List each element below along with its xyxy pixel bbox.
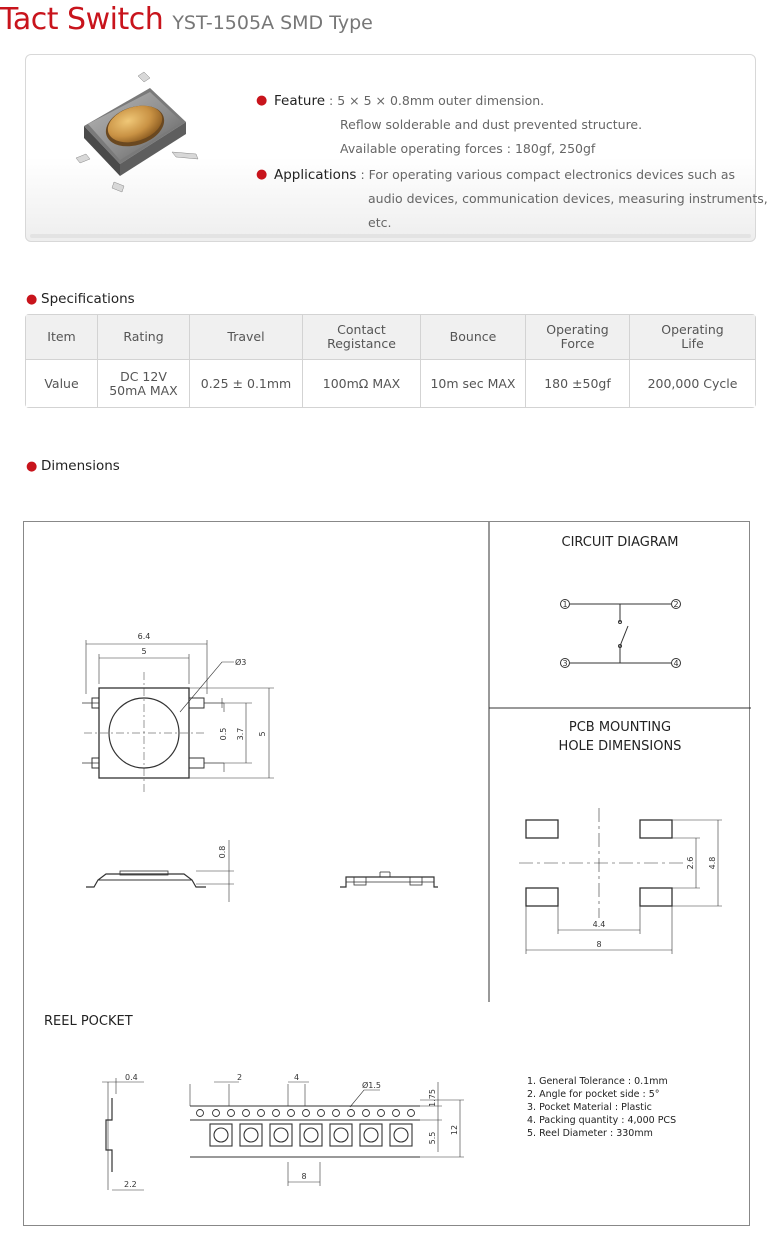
dim-label: 12	[450, 1124, 459, 1136]
specifications-table	[25, 314, 756, 408]
note-line: 2. Angle for pocket side : 5°	[527, 1089, 660, 1100]
pin-label: 3	[562, 659, 568, 668]
tact-switch-product-image	[46, 64, 216, 194]
applications-line-3: etc.	[368, 215, 392, 230]
dim-label: 4.8	[708, 856, 717, 870]
feature-text: 5 × 5 × 0.8mm outer dimension.	[337, 93, 545, 108]
col-rating: Rating	[98, 315, 190, 360]
col-force-line2: Force	[560, 336, 595, 351]
dim-label: 2	[237, 1073, 243, 1082]
pcb-title-line1: PCB MOUNTING	[568, 720, 672, 735]
dimension-drawing	[23, 521, 750, 1226]
feature-line-3: Available operating forces : 180gf, 250gf	[340, 141, 596, 156]
col-contact-line1: Contact	[337, 322, 386, 337]
col-travel: Travel	[190, 315, 303, 360]
dim-label: 0.8	[218, 845, 227, 859]
note-line: 3. Pocket Material : Plastic	[527, 1102, 652, 1113]
table-header-row	[26, 315, 755, 360]
dim-label: 8	[596, 940, 602, 949]
feature-label: Feature	[274, 93, 326, 109]
applications-line-2: audio devices, communication devices, measuring instruments,	[368, 191, 768, 206]
note-line: 5. Reel Diameter : 330mm	[527, 1128, 653, 1139]
dim-label: 2.6	[686, 856, 695, 870]
pin-label: 4	[673, 659, 679, 668]
cell-travel: 0.25 ± 0.1mm	[190, 360, 303, 407]
applications-text: For operating various compact electronics devices such as	[368, 167, 736, 182]
pcb-title-line2: HOLE DIMENSIONS	[558, 739, 682, 754]
technical-drawing	[24, 522, 751, 1227]
applications-label: Applications	[274, 167, 357, 183]
dim-label: 0.4	[125, 1073, 138, 1082]
dim-label: 5	[141, 647, 147, 656]
applications-line-1	[274, 167, 735, 183]
dim-label: 5.5	[428, 1131, 437, 1145]
circuit-diagram-title: CIRCUIT DIAGRAM	[561, 535, 679, 550]
separator: :	[329, 93, 334, 108]
reel-pocket-title: REEL POCKET	[44, 1014, 133, 1029]
bullet-icon: ●	[256, 167, 268, 182]
note-line: 4. Packing quantity : 4,000 PCS	[527, 1115, 677, 1126]
cell-force: 180 ±50gf	[526, 360, 630, 407]
dim-label: 1.75	[428, 1089, 437, 1107]
separator: :	[360, 167, 365, 182]
dim-label: 5	[258, 731, 267, 737]
dim-label: 4	[294, 1073, 300, 1082]
cell-contact: 100mΩ MAX	[303, 360, 421, 407]
dim-label: 3.7	[236, 727, 245, 741]
product-name: Tact Switch	[0, 2, 164, 37]
col-life-line1: Operating	[661, 322, 724, 337]
feature-line-2: Reflow solderable and dust prevented structure.	[340, 117, 643, 132]
bullet-icon: ●	[26, 292, 38, 307]
col-contact-line2: Registance	[327, 336, 396, 351]
dim-label: 8	[301, 1172, 307, 1181]
col-life-line2: Life	[681, 336, 704, 351]
dim-label: 6.4	[137, 632, 151, 641]
cell-rating	[98, 360, 190, 407]
specifications-heading: Specifications	[41, 291, 135, 307]
bullet-icon: ●	[26, 459, 38, 474]
note-line: 1. General Tolerance : 0.1mm	[527, 1076, 668, 1087]
col-life	[630, 315, 755, 360]
dim-label: Ø1.5	[362, 1081, 382, 1090]
col-item: Item	[26, 315, 98, 360]
cell-item: Value	[26, 360, 98, 407]
cell-rating-line2: 50mA MAX	[109, 382, 178, 398]
dimensions-heading: Dimensions	[41, 458, 120, 474]
table-row	[26, 360, 755, 407]
dim-label: 0.5	[219, 727, 228, 741]
pin-label: 2	[673, 600, 679, 609]
col-force	[526, 315, 630, 360]
pin-label: 1	[562, 600, 568, 609]
col-force-line1: Operating	[546, 322, 609, 337]
product-model: YST-1505A SMD Type	[172, 12, 373, 34]
cell-rating-line1: DC 12V	[120, 368, 167, 384]
feature-line-1	[274, 93, 544, 109]
col-contact	[303, 315, 421, 360]
dim-label: 4.4	[592, 920, 606, 929]
dim-label: 2.2	[124, 1180, 137, 1189]
page-title	[0, 2, 373, 38]
dim-label: Ø3	[235, 658, 247, 667]
cell-life: 200,000 Cycle	[630, 360, 755, 407]
col-bounce: Bounce	[421, 315, 526, 360]
cell-bounce: 10m sec MAX	[421, 360, 526, 407]
bullet-icon: ●	[256, 93, 268, 108]
